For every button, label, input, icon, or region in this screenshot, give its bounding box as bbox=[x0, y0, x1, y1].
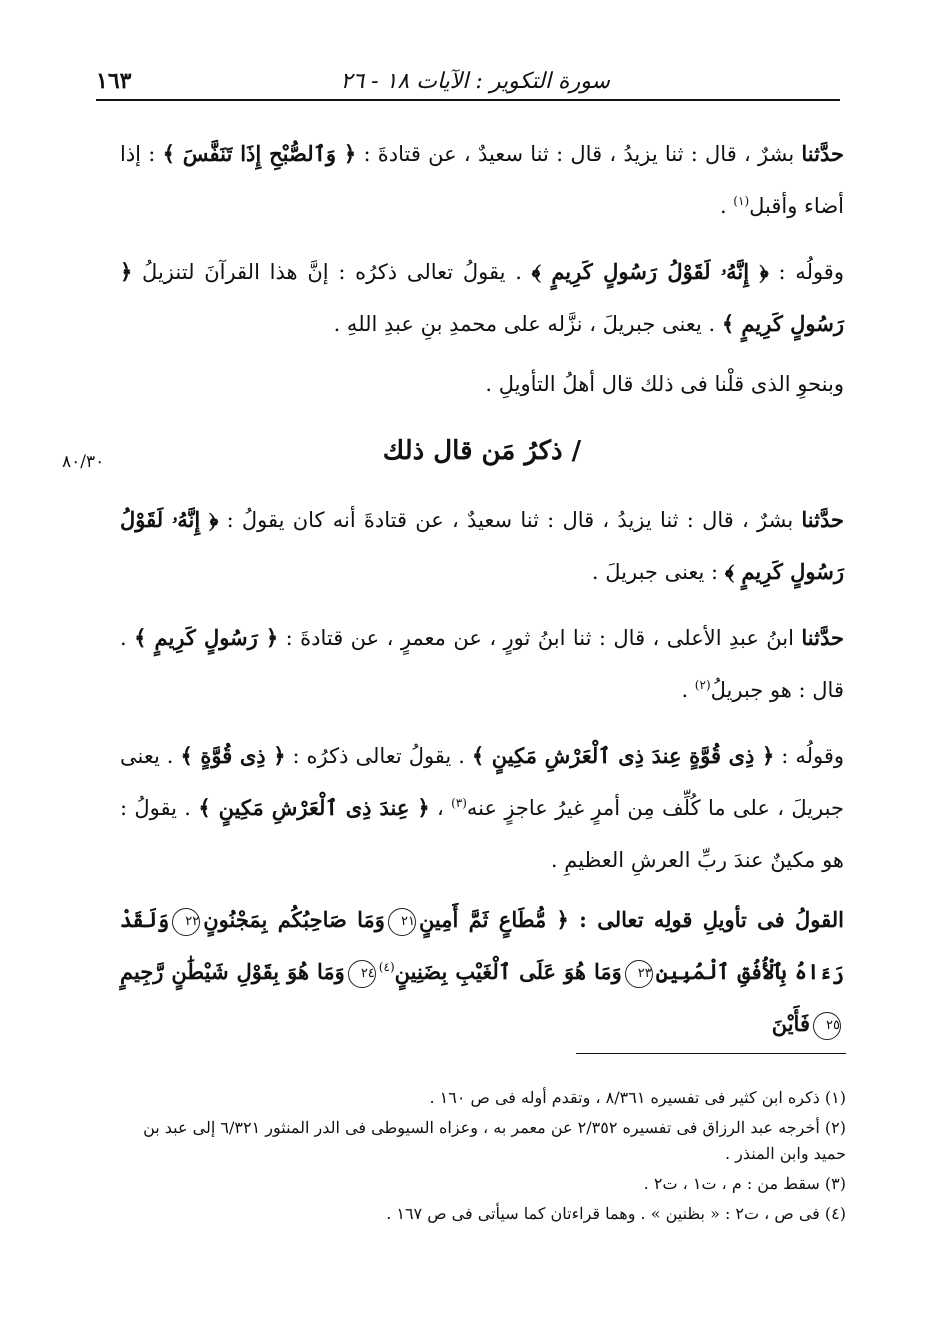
page-number: ١٦٣ bbox=[96, 68, 132, 94]
paragraph-6 bbox=[120, 730, 844, 886]
paragraph-text: وقولُه : bbox=[768, 260, 844, 284]
footnote-rule bbox=[576, 1053, 846, 1054]
tafsir-heading-lead: القولُ فى تأويلِ قولِه تعالى : bbox=[568, 907, 845, 932]
paragraph-7 bbox=[120, 894, 844, 1050]
quran-quote: ﴿ عِندَ ذِى ٱلْعَرْشِ مَكِينٍ ﴾ bbox=[198, 795, 430, 820]
quran-quote: وَلَقَدْ رَءَاهُ بِٱلْأُفُقِ ٱلْمُبِينِ bbox=[120, 907, 844, 984]
paragraph-4 bbox=[120, 494, 844, 598]
ayah-number-marker: ٢٤ bbox=[348, 960, 376, 988]
quran-quote: ﴿ ذِى قُوَّةٍ ﴾ bbox=[180, 743, 286, 768]
footnote-ref-2[interactable]: (٢) bbox=[694, 678, 711, 692]
paragraph-text: . قال : هو جبريلُ bbox=[120, 626, 844, 702]
quran-quote: ﴿ رَسُولٍ كَرِيمٍ ﴾ bbox=[134, 625, 279, 650]
footnote-ref-1[interactable]: (١) bbox=[733, 194, 750, 208]
footnotes bbox=[120, 1085, 846, 1231]
footnote-2: (٢) أخرجه عبد الرزاق فى تفسيره ٢/٣٥٢ عن معمر به ، وعزاه السيوطى فى الدر المنثور ٦/٣٢١ إلى عبد بن حميد وابن المنذر . bbox=[143, 1118, 846, 1163]
quran-quote: ﴿ إِنَّهُۥ لَقَوْلُ رَسُولٍ كَرِيمٍ ﴾ bbox=[531, 259, 769, 284]
paragraph-text: . يقولُ : هو مكينٌ عندَ ربِّ العرشِ العظيمِ . bbox=[120, 796, 844, 872]
isnad-lead: حدَّثنا bbox=[801, 625, 844, 650]
paragraph-3 bbox=[120, 358, 844, 410]
paragraph-text: بشرٌ ، قال : ثنا يزيدُ ، قال : ثنا سعيدٌ ، عن قتادةَ أنه كان يقولُ : bbox=[218, 508, 802, 532]
margin-reference: ٨٠/٣٠ bbox=[62, 452, 105, 472]
quran-quote: ﴿ إِنَّهُۥ لَقَوْلُ رَسُولٍ كَرِيمٍ ﴾ bbox=[120, 507, 844, 584]
footnote-1: (١) ذكره ابن كثير فى تفسيره ٨/٣٦١ ، وتقدم أوله فى ص ١٦٠ . bbox=[429, 1088, 846, 1107]
quran-quote: ﴿ رَسُولٍ كَرِيمٍ ﴾ bbox=[120, 259, 844, 336]
footnote-4: (٤) فى ص ، ت٢ : « بظنين » . وهما قراءتان كما سيأتى فى ص ١٦٧ . bbox=[386, 1204, 846, 1223]
paragraph-text: ، bbox=[429, 796, 452, 820]
quran-quote: فَأَيْنَ bbox=[771, 1011, 810, 1036]
footnote-ref-4[interactable]: (٤) bbox=[378, 960, 395, 974]
footnote-ref-3[interactable]: (٣) bbox=[451, 796, 467, 810]
paragraph-text: وقولُه : bbox=[774, 744, 845, 768]
paragraph-text: وبنحوِ الذى قلْنا فى ذلك قال أهلُ التأويلِ . bbox=[485, 372, 844, 396]
isnad-lead: حدَّثنا bbox=[801, 507, 844, 532]
quran-quote: ﴿ وَٱلصُّبْحِ إِذَا تَنَفَّسَ ﴾ bbox=[162, 141, 357, 166]
footnote-3: (٣) سقط من : م ، ت١ ، ت٢ . bbox=[643, 1174, 846, 1193]
paragraph-text: . يعنى جبريلَ ، نزَّله على محمدِ بنِ عبدِ اللهِ . bbox=[333, 312, 722, 336]
ayah-number-marker: ٢٢ bbox=[172, 908, 200, 936]
isnad-lead: حدَّثنا bbox=[801, 141, 844, 166]
paragraph-text: بشرٌ ، قال : ثنا يزيدُ ، قال : ثنا سعيدٌ ، عن قتادةَ : bbox=[356, 142, 802, 166]
paragraph-text: . يقولُ تعالى ذكرُه : إنَّ هذا القرآنَ لتنزيلُ bbox=[132, 260, 532, 284]
quran-quote: ﴿ مُّطَاعٍ ثَمَّ أَمِينٍ bbox=[418, 907, 569, 932]
quran-quote: ﴿ ذِى قُوَّةٍ عِندَ ذِى ٱلْعَرْشِ مَكِينٍ ﴾ bbox=[471, 743, 775, 768]
main-text bbox=[120, 128, 844, 1058]
ayah-number-marker: ٢٥ bbox=[813, 1012, 841, 1040]
paragraph-text: : إذا أضاء وأقبل bbox=[120, 142, 844, 218]
paragraph-text: . يقولُ تعالى ذكرُه : bbox=[285, 744, 472, 768]
ayah-number-marker: ٢١ bbox=[388, 908, 416, 936]
paragraph-text: : يعنى جبريلَ . bbox=[591, 560, 725, 584]
quran-quote: وَمَا هُوَ بِقَوْلِ شَيْطَٰنٍ رَّجِيمٍ bbox=[120, 959, 345, 984]
paragraph-text: . bbox=[681, 678, 695, 702]
quran-quote: وَمَا صَاحِبُكُم بِمَجْنُونٍ bbox=[203, 907, 385, 932]
section-heading: / ذكرُ مَن قال ذلك bbox=[382, 436, 582, 466]
header-title: سورة التكوير : الآيات ١٨ - ٢٦ bbox=[340, 69, 610, 94]
running-header bbox=[96, 58, 840, 94]
quran-quote: وَمَا هُوَ عَلَى ٱلْغَيْبِ بِضَنِينٍ bbox=[394, 959, 622, 984]
header-rule bbox=[96, 99, 840, 101]
paragraph-2 bbox=[120, 246, 844, 350]
paragraph-text: . يعنى جبريلَ ، على ما كُلِّف مِن أمرٍ غيرُ عاجزٍ عنه bbox=[120, 744, 844, 820]
paragraph-text: ابنُ عبدِ الأعلى ، قال : ثنا ابنُ ثورٍ ، عن معمرٍ ، عن قتادةَ : bbox=[278, 626, 802, 650]
paragraph-1 bbox=[120, 128, 844, 232]
paragraph-text: . bbox=[719, 194, 734, 218]
ayah-number-marker: ٢٣ bbox=[625, 960, 653, 988]
paragraph-5 bbox=[120, 612, 844, 716]
